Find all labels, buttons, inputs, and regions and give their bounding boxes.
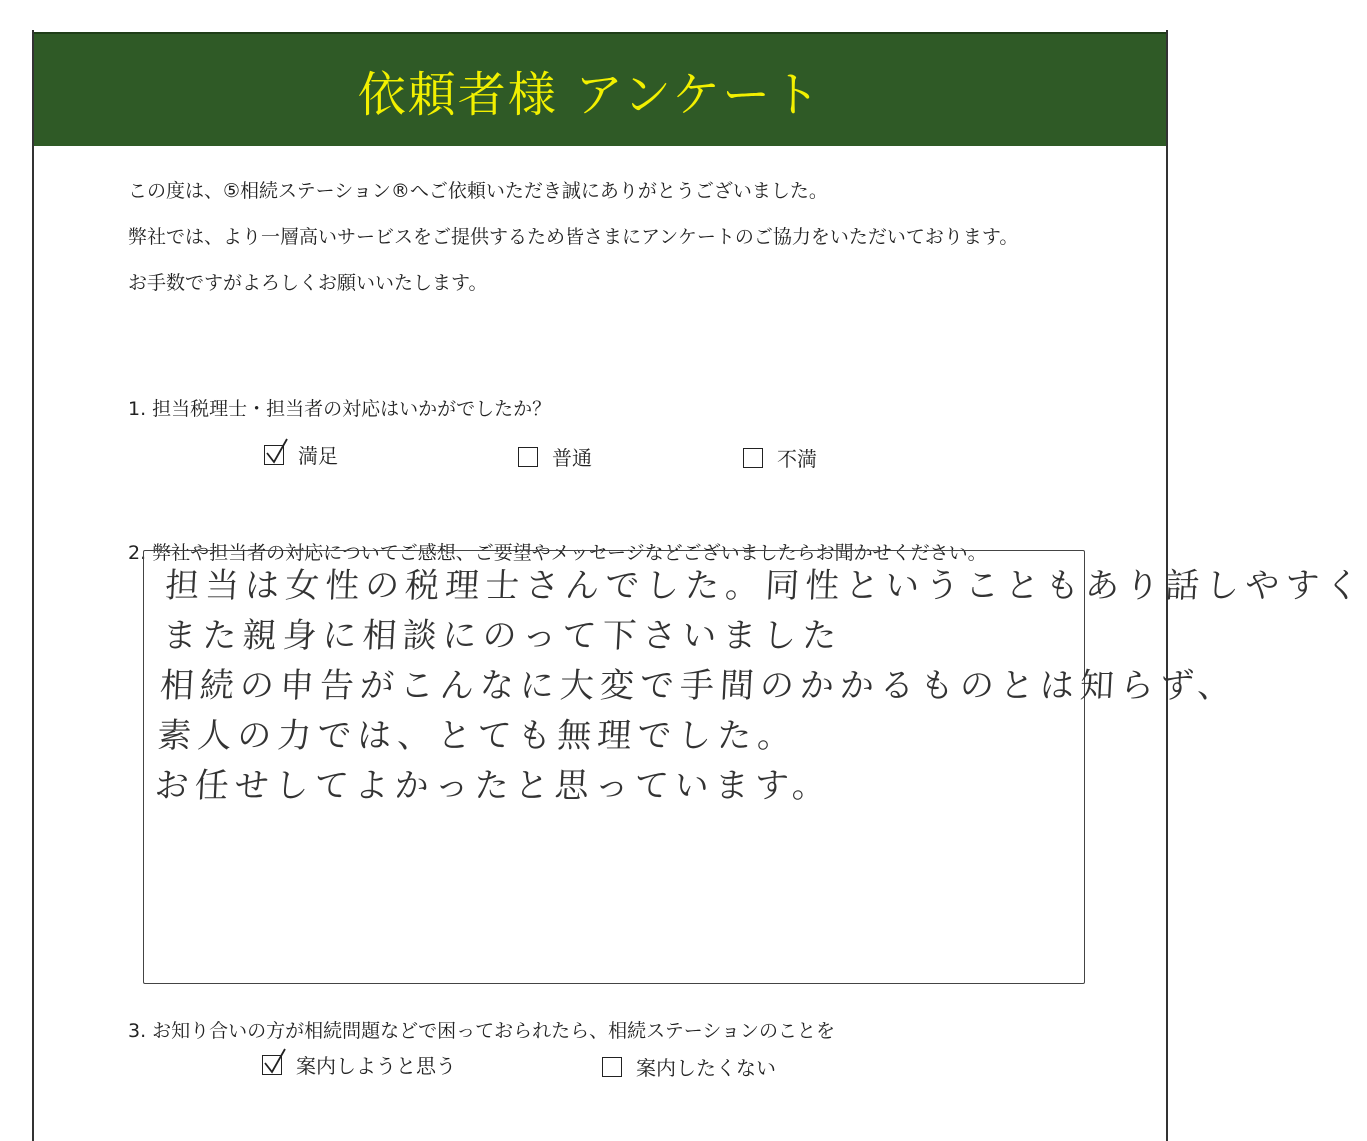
answer-line: 素人の力では、とても無理でした。 bbox=[156, 716, 799, 756]
question-3: 3. お知り合いの方が相続問題などで困っておられたら、相続ステーションのことを bbox=[128, 1020, 836, 1042]
answer-line: お任せしてよかったと思っています。 bbox=[153, 766, 834, 806]
handwritten-answer bbox=[153, 561, 1366, 811]
q1-option-normal[interactable] bbox=[518, 442, 592, 471]
survey-sheet bbox=[32, 30, 1367, 1141]
q1-option-dissatisfied[interactable] bbox=[743, 443, 817, 472]
checkbox-icon[interactable] bbox=[602, 1057, 622, 1077]
checkbox-icon[interactable] bbox=[743, 448, 763, 468]
intro-line-1: この度は、⑤相続ステーション®へご依頼いただき誠にありがとうございました。 bbox=[128, 180, 828, 202]
checkbox-checked-icon[interactable] bbox=[262, 1055, 282, 1075]
intro-line-3: お手数ですがよろしくお願いいたします。 bbox=[128, 272, 488, 294]
q1-option-satisfied[interactable] bbox=[264, 440, 338, 469]
answer-line: 相続の申告がこんなに大変で手間のかかるものとは知らず、 bbox=[158, 666, 1239, 706]
intro-text bbox=[128, 168, 1018, 306]
intro-line-2: 弊社では、より一層高いサービスをご提供するため皆さまにアンケートのご協力をいただいております。 bbox=[128, 226, 1019, 248]
q1-option-label: 満足 bbox=[298, 444, 338, 468]
header-bar bbox=[34, 32, 1166, 146]
q1-option-label: 普通 bbox=[552, 446, 592, 470]
page-title: 依頼者様 アンケート bbox=[357, 66, 823, 123]
q3-option-recommend[interactable] bbox=[262, 1050, 456, 1079]
checkbox-checked-icon[interactable] bbox=[264, 445, 284, 465]
question-1: 1. 担当税理士・担当者の対応はいかがでしたか？ bbox=[128, 398, 552, 420]
q3-option-label: 案内したくない bbox=[636, 1056, 776, 1080]
answer-box bbox=[143, 550, 1367, 984]
answer-line: また親身に相談にのって下さいました bbox=[161, 616, 844, 656]
q3-option-not-recommend[interactable] bbox=[602, 1052, 776, 1081]
answer-line: 担当は女性の税理士さんでした。同性ということもあり話しやすく bbox=[164, 566, 1367, 606]
q1-option-label: 不満 bbox=[777, 447, 817, 471]
q3-option-label: 案内しようと思う bbox=[296, 1054, 456, 1078]
checkbox-icon[interactable] bbox=[518, 447, 538, 467]
question-2: 2. 弊社や担当者の対応についてご感想、ご要望やメッセージなどございましたらお聞かせください。 bbox=[128, 542, 987, 564]
